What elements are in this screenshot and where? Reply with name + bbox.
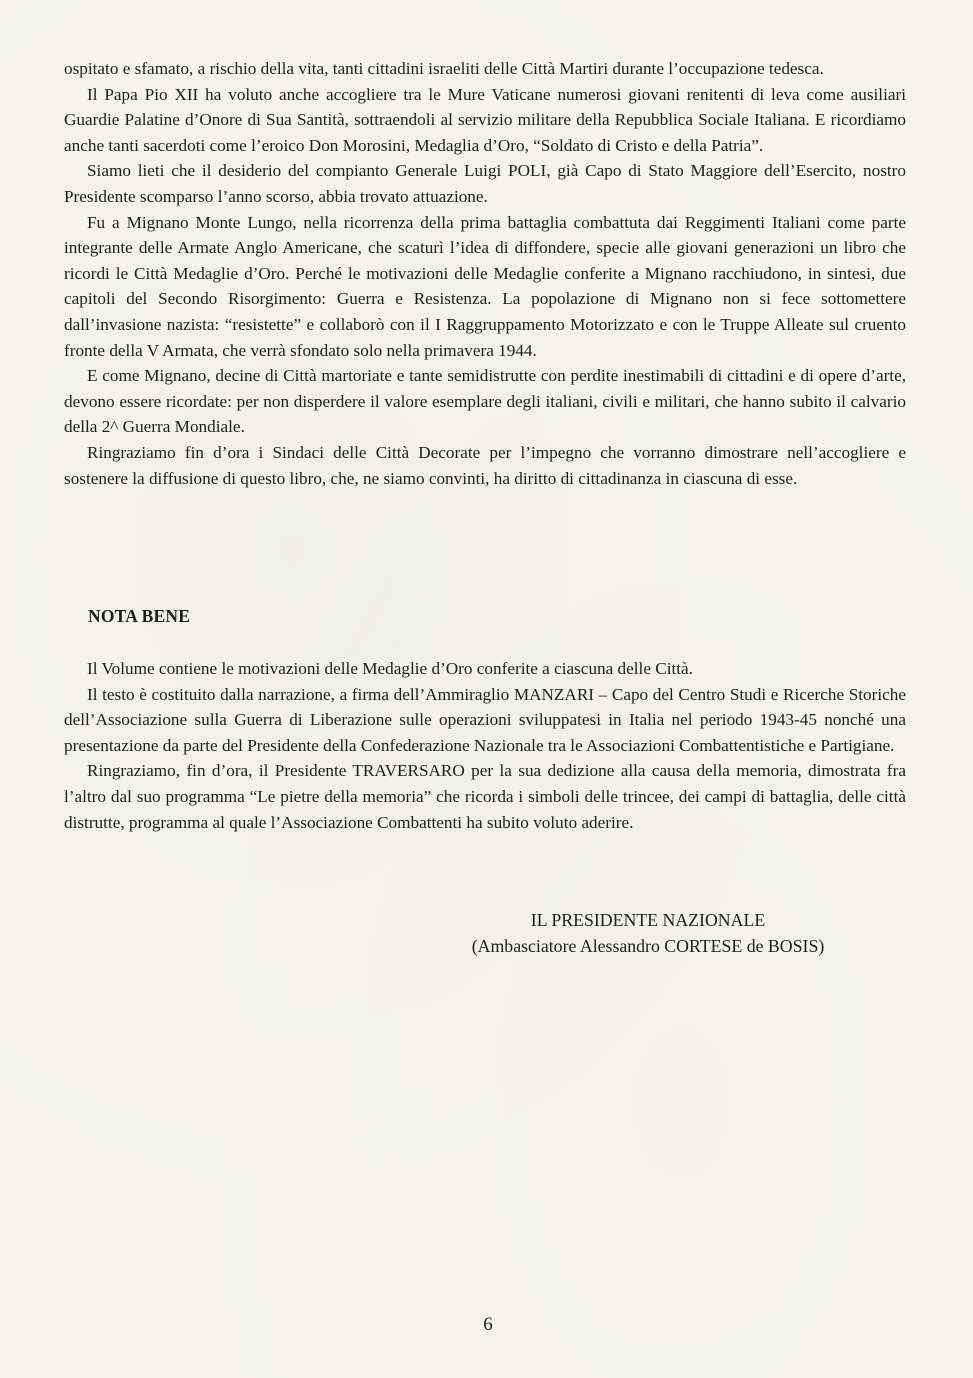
signature-title: IL PRESIDENTE NAZIONALE <box>530 910 766 930</box>
nota-bene-heading: NOTA BENE <box>88 606 191 626</box>
signature-name: (Ambasciatore Alessandro CORTESE de BOSIS) <box>471 936 825 956</box>
nota-paragraph-3: Ringraziamo, fin d’ora, il Presidente TRAVERSARO per la sua dedizione alla causa della memoria, dimostrata fra l’altro dal suo programma “Le pietre della memoria” che ricorda i simboli delle trincee, dei campi di battaglia, delle città distrutte, programma al quale l’Associazione Combattenti ha subito voluto aderire. <box>64 761 906 832</box>
paragraph-3: Siamo lieti che il desiderio del compianto Generale Luigi POLI, già Capo di Stato Maggiore dell’Esercito, nostro Presidente scomparso l’anno scorso, abbia trovato attuazione. <box>64 161 906 206</box>
nota-paragraph-2: Il testo è costituito dalla narrazione, a firma dell’Ammiraglio MANZARI – Capo del Centro Studi e Ricerche Storiche dell’Associazione sulla Guerra di Liberazione sulle operazioni sviluppatesi in Italia nel periodo 1943-45 nonché una presentazione da parte del Presidente della Confederazione Nazionale tra le Associazioni Combattentistiche e Partigiane. <box>64 684 906 755</box>
paragraph-4: Fu a Mignano Monte Lungo, nella ricorrenza della prima battaglia combattuta dai Reggimenti Italiani come parte integrante delle Armate Anglo Americane, che scaturì l’idea di diffondere, specie alle giovani generazioni un libro che ricordi le Città Medaglie d’Oro. Perché le motivazioni delle Medaglie conferite a Mignano racchiudono, in sintesi, due capitoli del Secondo Risorgimento: Guerra e Resistenza. La popolazione di Mignano non si fece sottomettere dall’invasione nazista: “resistette” e collaborò con il I Raggruppamento Motorizzato e con le Truppe Alleate sul cruento fronte della V Armata, che verrà sfondato solo nella primavera 1944. <box>64 212 906 360</box>
page-number: 6 <box>483 1314 493 1335</box>
paragraph-5: E come Mignano, decine di Città martoriate e tante semidistrutte con perdite inestimabili di cittadini e di opere d’arte, devono essere ricordate: per non disperdere il valore esemplare degli italiani, civili e militari, che hanno subito il calvario della 2^ Guerra Mondiale. <box>64 366 906 437</box>
nota-paragraph-1: Il Volume contiene le motivazioni delle Medaglie d’Oro conferite a ciascuna delle Città. <box>87 659 693 678</box>
body-text <box>64 56 906 491</box>
nota-bene-text <box>64 656 906 835</box>
signature-block <box>438 907 858 959</box>
paragraph-1: ospitato e sfamato, a rischio della vita, tanti cittadini israeliti delle Città Martiri durante l’occupazione tedesca. <box>64 59 824 78</box>
paragraph-2: Il Papa Pio XII ha voluto anche accogliere tra le Mure Vaticane numerosi giovani renitenti di leva come ausiliari Guardie Palatine d’Onore di Sua Santità, sottraendoli al servizio militare della Repubblica Sociale Italiana. E ricordiamo anche tanti sacerdoti come l’eroico Don Morosini, Medaglia d’Oro, “Soldato di Cristo e della Patria”. <box>64 84 906 155</box>
paragraph-6: Ringraziamo fin d’ora i Sindaci delle Città Decorate per l’impegno che vorranno dimostrare nell’accogliere e sostenere la diffusione di questo libro, che, ne siamo convinti, ha diritto di cittadinanza in ciascuna di esse. <box>64 442 906 488</box>
